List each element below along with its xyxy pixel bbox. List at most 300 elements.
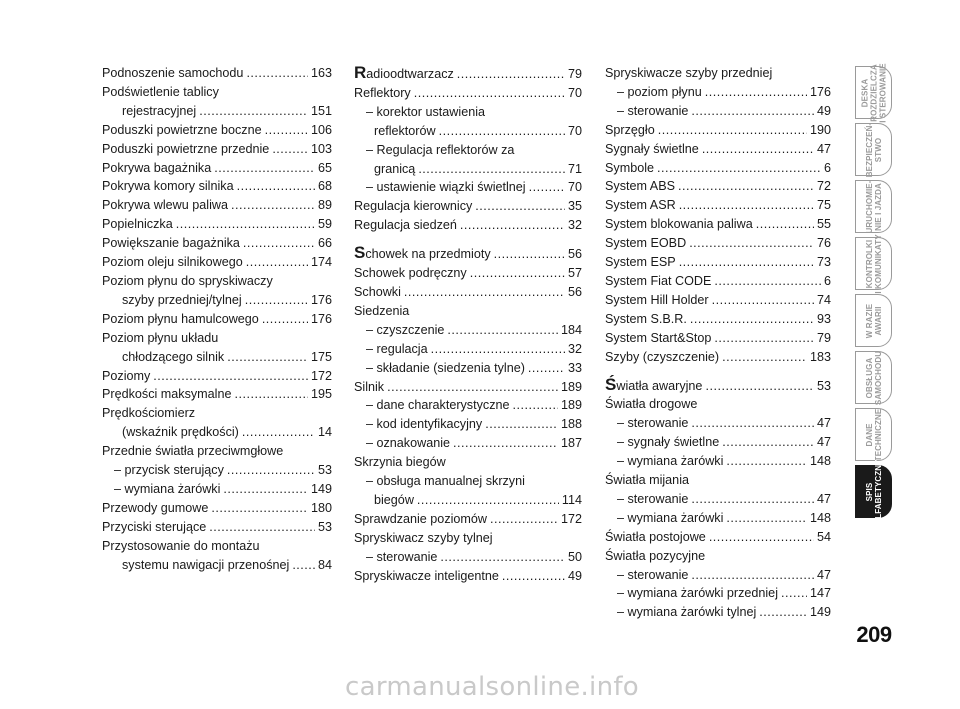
index-entry [102,442,332,461]
entry-page: 114 [561,492,582,507]
index-entry [102,499,332,518]
leader-dots [722,348,807,367]
entry-label: Poduszki powietrzne przednie [102,141,270,156]
index-entry [354,84,582,103]
entry-label: – wymiana żarówki [617,454,724,469]
index-entry [354,434,582,453]
entry-label: System ASR [605,198,676,213]
index-entry [354,321,582,340]
leader-dots [223,480,308,499]
index-entry [102,272,332,291]
leader-dots [457,65,565,84]
entry-page: 70 [567,85,582,100]
entry-label: chłodzącego silnik [122,349,225,364]
entry-label: Sprawdzanie poziomów [354,511,488,526]
leader-dots [265,121,308,140]
leader-dots [756,215,814,234]
leader-dots [292,556,315,575]
entry-label: Poduszki powietrzne boczne [102,122,262,137]
index-entry [102,404,332,423]
entry-label: Pokrywa komory silnika [102,179,234,194]
entry-label: – przycisk sterujący [114,463,224,478]
leader-dots [243,234,315,253]
index-entry [605,272,831,291]
entry-label: Poziom płynu układu [102,330,219,345]
entry-label: Poziom płynu do spryskiwaczy [102,273,273,288]
index-entry [354,396,582,415]
index-entry [102,102,332,121]
index-entry [605,395,831,414]
entry-label: – poziom płynu [617,84,702,99]
entry-page: 184 [560,322,582,337]
index-column-3 [605,64,831,622]
leader-dots [439,122,565,141]
entry-page: 47 [816,416,831,431]
entry-page: 35 [567,199,582,214]
leader-dots [658,121,807,140]
leader-dots [234,385,308,404]
index-entry [102,253,332,272]
leader-dots [691,490,814,509]
entry-label: Silnik [354,379,385,394]
index-entry [605,159,831,178]
index-entry [354,283,582,302]
index-entry [605,490,831,509]
entry-label: – dane charakterystyczne [366,398,510,413]
leader-dots [440,548,565,567]
index-entry [102,121,332,140]
entry-page: 189 [560,379,582,394]
entry-page: 148 [809,510,831,525]
entry-page: 47 [816,491,831,506]
entry-label: – regulacja [366,341,428,356]
leader-dots [246,253,308,272]
entry-label: – korektor ustawienia [366,104,486,119]
entry-label: Spryskiwacze szyby przedniej [605,66,773,80]
index-entry [354,160,582,179]
index-entry [605,177,831,196]
entry-label: – czyszczenie [366,322,445,337]
entry-label: System Fiat CODE [605,273,712,288]
entry-label: Światła mijania [605,473,689,488]
leader-dots [712,291,814,310]
index-entry [605,528,831,547]
entry-label: Spryskiwacz szyby tylnej [354,530,493,545]
index-entry [354,548,582,567]
leader-dots [417,491,559,510]
entry-label: Sygnały świetlne [605,141,699,156]
index-entry [605,584,831,603]
entry-page: 66 [317,236,332,251]
leader-dots [418,160,565,179]
entry-page: 57 [567,266,582,281]
entry-page: 68 [317,179,332,194]
chapter-tab-label: URUCHOMIE- NIE I JAZDA [864,180,883,233]
entry-label: Przednie światła przeciwmgłowe [102,444,284,459]
entry-page: 70 [567,123,582,138]
index-entry [605,348,831,367]
entry-page: 190 [809,122,831,137]
entry-page: 47 [816,567,831,582]
index-entry [605,253,831,272]
entry-page: 163 [310,66,332,80]
index-entry [354,359,582,378]
entry-label: Schowek podręczny [354,266,467,281]
entry-page: 175 [310,349,332,364]
index-entry [102,140,332,159]
entry-page: 65 [317,160,332,175]
entry-page: 79 [816,330,831,345]
index-entry [354,178,582,197]
index-entry [102,461,332,480]
entry-page: 172 [560,511,582,526]
index-entry [102,64,332,83]
entry-page: 89 [317,198,332,213]
entry-label: Przystosowanie do montażu [102,538,260,553]
index-entry [354,453,582,472]
entry-page: 32 [567,341,582,356]
index-entry [605,509,831,528]
index-entry [605,102,831,121]
entry-page: 174 [310,255,332,270]
index-entry [605,433,831,452]
entry-label: Przewody gumowe [102,500,209,515]
entry-label: Światła drogowe [605,397,698,412]
index-entry [354,472,582,491]
index-entry [102,215,332,234]
leader-dots [227,348,308,367]
index-entry [354,340,582,359]
entry-label: – sterowanie [617,416,689,431]
index-entry [605,603,831,622]
leader-dots [691,566,814,585]
index-entry [354,264,582,283]
entry-label: szyby przedniej/tylnej [122,292,242,307]
index-entry [102,177,332,196]
entry-label: Sprzęgło [605,122,655,137]
index-entry [102,367,332,386]
entry-page: 187 [560,436,582,451]
leader-dots [722,433,814,452]
leader-dots [513,396,558,415]
entry-label: Pokrywa bagażnika [102,160,212,175]
leader-dots [414,84,565,103]
entry-page: 176 [310,311,332,326]
leader-dots [176,215,315,234]
entry-label: Schowek na przedmioty [354,243,491,263]
entry-label: System Hill Holder [605,292,709,307]
index-entry [102,480,332,499]
index-entry [354,197,582,216]
entry-label: Pokrywa wlewu paliwa [102,198,228,213]
index-entry [354,141,582,160]
entry-label: rejestracyjnej [122,103,197,118]
entry-label: biegów [374,492,414,507]
leader-dots [153,367,308,386]
entry-label: Przyciski sterujące [102,519,207,534]
entry-label: Reflektory [354,85,411,100]
entry-page: 149 [310,481,332,496]
leader-dots [709,528,814,547]
index-entry [605,196,831,215]
entry-label: System EOBD [605,236,687,251]
index-entry [605,452,831,471]
leader-dots [689,234,814,253]
entry-label: Podświetlenie tablicy [102,84,219,99]
chapter-tab [855,408,892,461]
leader-dots [691,414,814,433]
chapter-tab-label: W RAZIE AWARII [864,303,883,338]
entry-page: 147 [809,586,831,601]
leader-dots [245,291,308,310]
index-entry [354,378,582,397]
entry-page: 54 [816,529,831,544]
chapter-tab [855,233,892,294]
index-entry [605,414,831,433]
entry-label: System Start&Stop [605,330,712,345]
entry-page: 195 [310,387,332,402]
leader-dots [528,359,565,378]
chapter-tab [855,351,892,404]
entry-label: Powiększanie bagażnika [102,236,240,251]
index-entry [102,159,332,178]
entry-page: 53 [317,519,332,534]
entry-label: – obsługa manualnej skrzyni [366,474,525,489]
entry-label: systemu nawigacji przenośnej [122,557,290,572]
entry-page: 6 [823,160,831,175]
entry-page: 106 [310,122,332,137]
leader-dots [453,434,558,453]
leader-dots [227,461,315,480]
index-entry [605,140,831,159]
entry-label: System blokowania paliwa [605,217,753,232]
entry-label: – sterowanie [366,549,438,564]
leader-dots [272,140,308,159]
index-entry [605,121,831,140]
chapter-tab-label: SPIS ALFABETYCZNY [864,458,883,525]
index-entry [354,244,582,264]
entry-label: – wymiana żarówki przedniej [617,586,778,601]
index-column-1 [102,64,332,574]
leader-dots [691,102,814,121]
chapter-tab-label: DESKA ROZDZIELCZA I STEROWANIE [860,62,887,123]
entry-page: 149 [809,605,831,620]
chapter-tab [855,458,892,525]
entry-label: Radioodtwarzacz [354,63,454,82]
entry-page: 180 [310,500,332,515]
leader-dots [726,452,807,471]
index-entry [605,376,831,396]
entry-label: System ESP [605,255,676,270]
leader-dots [246,64,308,83]
entry-label: System ABS [605,179,675,194]
index-entry [102,83,332,102]
index-entry [605,471,831,490]
leader-dots [657,159,821,178]
entry-label: Skrzynia biegów [354,455,446,470]
entry-page: 32 [567,218,582,233]
entry-label: reflektorów [374,123,436,138]
index-entry [354,302,582,321]
index-entry [605,234,831,253]
index-entry [605,64,831,83]
index-entry [102,234,332,253]
entry-page: 53 [317,463,332,478]
entry-page: 93 [816,311,831,326]
entry-label: – wymiana żarówki [617,510,724,525]
leader-dots [679,196,814,215]
index-entry [354,529,582,548]
leader-dots [199,102,308,121]
entry-label: Poziom płynu hamulcowego [102,311,259,326]
entry-page: 148 [809,454,831,469]
entry-page: 176 [809,84,831,99]
entry-page: 73 [816,255,831,270]
entry-page: 188 [560,417,582,432]
index-entry [605,291,831,310]
leader-dots [231,196,315,215]
index-entry [605,547,831,566]
entry-label: Symbole [605,160,654,175]
leader-dots [705,83,807,102]
entry-label: Spryskiwacze inteligentne [354,568,499,583]
index-entry [354,510,582,529]
entry-page: 50 [567,549,582,564]
leader-dots [485,415,558,434]
entry-page: 71 [567,161,582,176]
leader-dots [781,584,807,603]
entry-label: Poziomy [102,368,151,383]
index-entry [354,122,582,141]
leader-dots [262,310,308,329]
entry-label: Światła pozycyjne [605,548,706,563]
entry-page: 49 [567,568,582,583]
entry-label: – ustawienie wiązki świetlnej [366,180,526,195]
entry-label: – sterowanie [617,567,689,582]
entry-page: 55 [816,217,831,232]
entry-page: 72 [816,179,831,194]
entry-label: – sygnały świetlne [617,435,720,450]
leader-dots [387,378,558,397]
entry-page: 56 [567,247,582,262]
chapter-tab-label: KONTROLKI I KOMUNIKATY [864,233,883,294]
entry-label: Popielniczka [102,217,173,232]
entry-label: Regulacja kierownicy [354,199,473,214]
entry-page: 103 [310,141,332,156]
leader-dots [726,509,807,528]
index-entry [102,291,332,310]
entry-label: Szyby (czyszczenie) [605,349,720,364]
entry-label: – Regulacja reflektorów za [366,142,515,157]
entry-label: Światła postojowe [605,529,706,544]
index-column-2 [354,64,582,585]
leader-dots [237,177,315,196]
leader-dots [447,321,558,340]
entry-page: 49 [816,103,831,118]
leader-dots [490,510,558,529]
entry-page: 75 [816,198,831,213]
index-entry [605,83,831,102]
entry-label: Światła awaryjne [605,374,703,394]
entry-page: 172 [310,368,332,383]
leader-dots [502,567,565,586]
leader-dots [431,340,565,359]
entry-page: 70 [567,180,582,195]
index-entry [102,385,332,404]
leader-dots [702,140,814,159]
leader-dots [460,216,565,235]
entry-label: – oznakowanie [366,436,451,451]
leader-dots [759,603,807,622]
entry-page: 47 [816,141,831,156]
entry-page: 56 [567,284,582,299]
chapter-tab [855,62,892,123]
watermark: carmanualsonline.info [345,672,640,702]
index-entry [354,491,582,510]
chapter-tab [855,180,892,233]
entry-label: – wymiana żarówki [114,481,221,496]
leader-dots [714,272,821,291]
entry-page: 183 [809,349,831,364]
chapter-tab-label: DANE TECHNICZNE [864,408,883,461]
index-entry [102,518,332,537]
leader-dots [529,178,565,197]
entry-label: granicą [374,161,416,176]
index-entry [605,215,831,234]
leader-dots [242,423,315,442]
leader-dots [679,253,814,272]
index-entry [605,310,831,329]
entry-page: 74 [816,292,831,307]
entry-page: 59 [317,217,332,232]
index-entry [102,537,332,556]
index-entry [102,310,332,329]
leader-dots [705,377,814,396]
entry-page: 151 [310,103,332,118]
entry-label: – sterowanie [617,491,689,506]
index-entry [354,64,582,84]
leader-dots [678,177,814,196]
chapter-tab [855,294,892,347]
entry-label: – wymiana żarówki tylnej [617,605,757,620]
entry-label: Prędkości maksymalne [102,387,232,402]
leader-dots [211,499,308,518]
entry-label: Regulacja siedzeń [354,218,457,233]
leader-dots [690,310,814,329]
leader-dots [470,264,565,283]
entry-page: 33 [567,360,582,375]
index-entry [102,556,332,575]
leader-dots [214,159,315,178]
entry-label: – sterowanie [617,103,689,118]
entry-page: 47 [816,435,831,450]
index-entry [605,329,831,348]
entry-page: 79 [567,67,582,81]
index-entry [354,567,582,586]
index-entry [354,103,582,122]
index-entry [102,329,332,348]
leader-dots [404,283,565,302]
index-entry [102,196,332,215]
entry-page: 6 [823,273,831,288]
entry-label: Poziom oleju silnikowego [102,255,243,270]
index-entry [605,566,831,585]
entry-page: 76 [816,236,831,251]
entry-label: Schowki [354,284,401,299]
entry-page: 189 [560,398,582,413]
entry-label: – składanie (siedzenia tylne) [366,360,525,375]
index-entry [354,216,582,235]
